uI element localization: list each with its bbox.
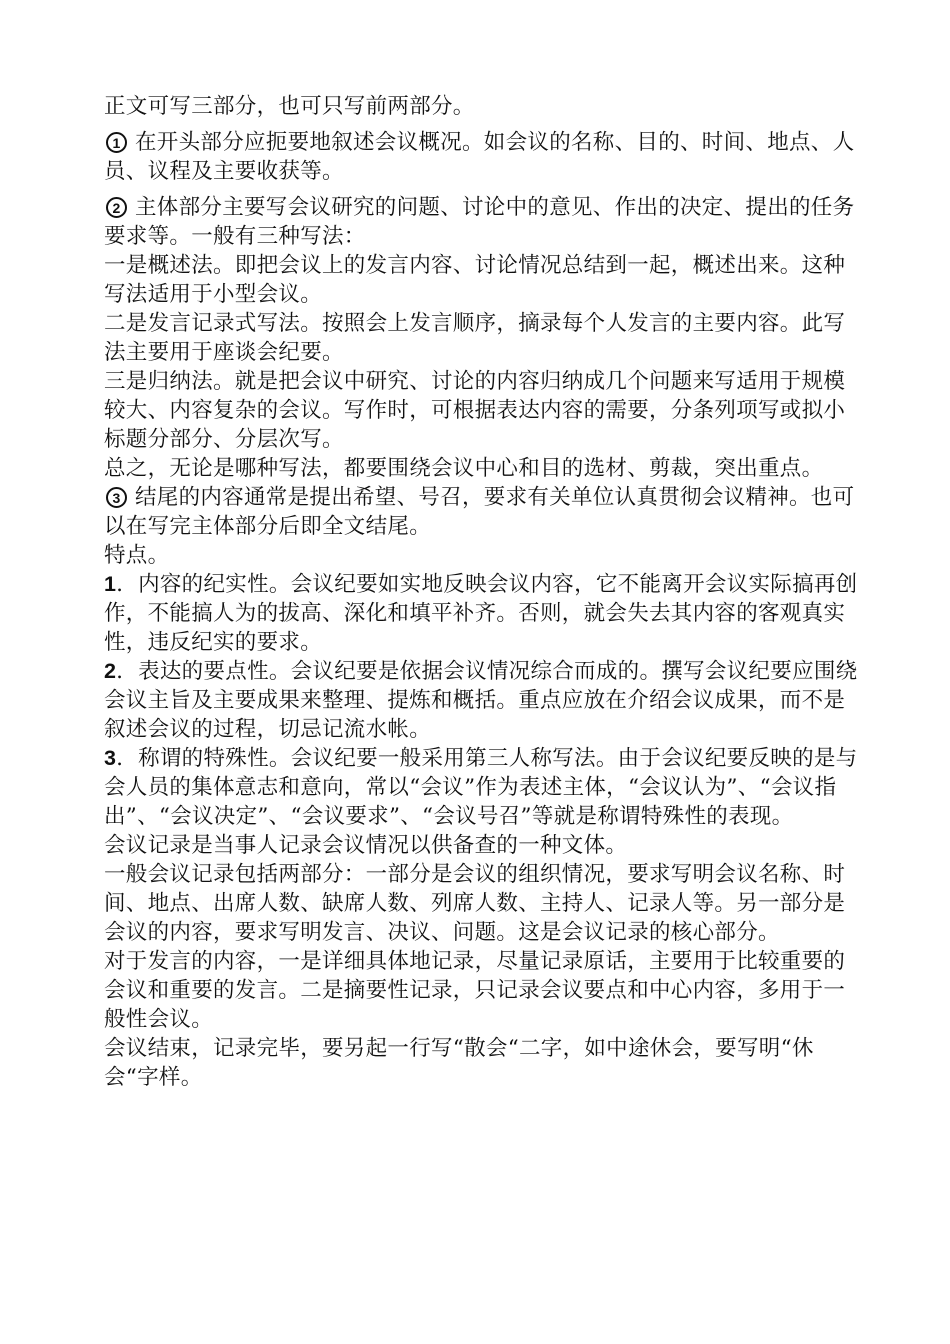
circled-number-2-icon: 2 [106, 197, 127, 218]
record-definition-paragraph: 会议记录是当事人记录会议情况以供备查的一种文体。 [104, 833, 628, 858]
feature-3-paragraph [104, 744, 864, 831]
feature-1-paragraph [104, 570, 864, 657]
record-ending-paragraph: 会议结束，记录完毕，要另起一行写“散会“二字，如中途休会，要写明“休会“字样。 [104, 1036, 814, 1090]
item-3-text: 结尾的内容通常是提出希望、号召，要求有关单位认真贯彻会议精神。也可以在写完主体部分后即全文结尾。 [104, 485, 855, 539]
document-page [104, 92, 864, 1092]
method-speech-paragraph: 二是发言记录式写法。按照会上发言顺序，摘录每个人发言的主要内容。此写法主要用于座谈会纪要。 [104, 311, 846, 365]
feature-2-number: 2 [104, 659, 117, 683]
method-induction-paragraph: 三是归纳法。就是把会议中研究、讨论的内容归纳成几个问题来写适用于规模较大、内容复杂的会议。写作时，可根据表达内容的需要，分条列项写或拟小标题分部分、分层次写。 [104, 369, 846, 452]
item-2-paragraph [104, 193, 864, 251]
feature-1-text: ．内容的纪实性。会议纪要如实地反映会议内容，它不能离开会议实际搞再创作，不能搞人为的拔高、深化和填平补齐。否则，就会失去其内容的客观真实性，违反纪实的要求。 [104, 572, 858, 655]
item-1-text: 在开头部分应扼要地叙述会议概况。如会议的名称、目的、时间、地点、人员、议程及主要收获等。 [104, 130, 855, 184]
item-3-paragraph [104, 483, 864, 541]
method-summary-paragraph: 一是概述法。即把会议上的发言内容、讨论情况总结到一起，概述出来。这种写法适用于小型会议。 [104, 253, 846, 307]
item-1-paragraph [104, 128, 864, 186]
record-parts-paragraph: 一般会议记录包括两部分：一部分是会议的组织情况，要求写明会议名称、时间、地点、出席人数、缺席人数、列席人数、主持人、记录人等。另一部分是会议的内容，要求写明发言、决议、问题。这是会议记录的核心部分。 [104, 862, 846, 945]
feature-3-text: ．称谓的特殊性。会议纪要一般采用第三人称写法。由于会议纪要反映的是与会人员的集体意志和意向，常以“会议”作为表述主体，“会议认为”、“会议指出”、“会议决定”、“会议要求”、“会议号召”等就是称谓特殊性的表现。 [104, 746, 858, 829]
record-content-paragraph: 对于发言的内容，一是详细具体地记录，尽量记录原话，主要用于比较重要的会议和重要的发言。二是摘要性记录，只记录会议要点和中心内容，多用于一般性会议。 [104, 949, 846, 1032]
feature-2-paragraph [104, 657, 864, 744]
circled-number-3-icon: 3 [106, 487, 127, 508]
circled-number-1-icon: 1 [106, 132, 127, 153]
item-2-text: 主体部分主要写会议研究的问题、讨论中的意见、作出的决定、提出的任务要求等。一般有三种写法： [104, 195, 855, 249]
intro-paragraph: 正文可写三部分，也可只写前两部分。 [104, 94, 475, 119]
method-conclusion-paragraph: 总之，无论是哪种写法，都要围绕会议中心和目的选材、剪裁，突出重点。 [104, 456, 824, 481]
feature-2-text: ．表达的要点性。会议纪要是依据会议情况综合而成的。撰写会议纪要应围绕会议主旨及主要成果来整理、提炼和概括。重点应放在介绍会议成果，而不是叙述会议的过程，切忌记流水帐。 [104, 659, 858, 742]
feature-3-number: 3 [104, 746, 117, 770]
feature-1-number: 1 [104, 572, 117, 596]
features-title: 特点。 [104, 543, 170, 568]
